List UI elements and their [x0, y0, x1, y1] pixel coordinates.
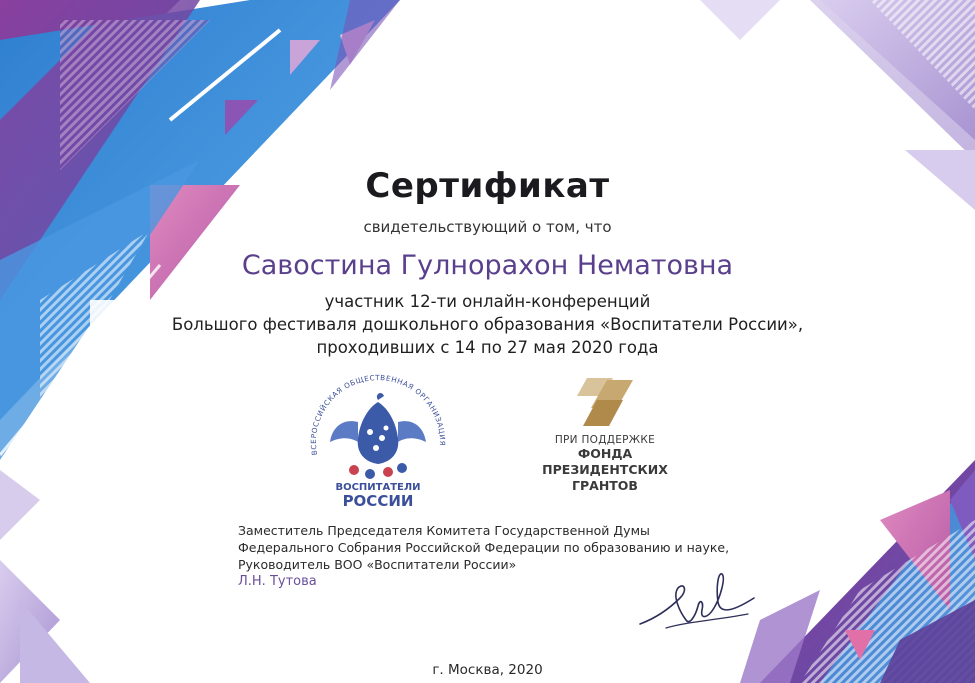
body-line: Большого фестиваля дошкольного образования «Воспитатели России»,: [171, 315, 804, 334]
position-line: Федерального Собрания Российской Федерации по образованию и науке,: [238, 540, 730, 555]
grants-line1: ПРИ ПОДДЕРЖКЕ: [554, 434, 656, 446]
body-line: проходивших с 14 по 27 мая 2020 года: [316, 338, 659, 357]
certificate-body: [130, 290, 845, 359]
vospitateli-rossii-logo: [298, 372, 458, 512]
logo-line2: РОССИИ: [342, 492, 414, 510]
logo-arc-text: ВСЕРОССИЙСКАЯ ОБЩЕСТВЕННАЯ ОРГАНИЗАЦИЯ: [308, 373, 448, 456]
logo-line1: ВОСПИТАТЕЛИ: [335, 482, 421, 493]
certificate-subtitle: свидетельствующий о том, что: [363, 218, 612, 236]
body-line: участник 12-ти онлайн-конференций: [324, 292, 651, 311]
signatory-position: [238, 522, 798, 573]
bird-icon: [330, 393, 426, 479]
position-line: Заместитель Председателя Комитета Государственной Думы: [238, 523, 650, 538]
position-line: Руководитель ВОО «Воспитатели России»: [238, 557, 517, 572]
city-year: г. Москва, 2020: [432, 662, 543, 678]
presidential-grants-logo-icon: [573, 378, 637, 430]
grants-line2: ФОНДА: [577, 446, 633, 461]
handwritten-signature: [636, 568, 756, 638]
grants-line3: ПРЕЗИДЕНТСКИХ: [542, 462, 668, 477]
signatory-name: Л.Н. Тутова: [238, 574, 317, 589]
presidential-grants-logo-text: [520, 434, 690, 494]
recipient-name: Савостина Гулнорахон Нематовна: [241, 250, 734, 281]
certificate-title: Сертификат: [365, 166, 610, 206]
grants-line4: ГРАНТОВ: [572, 478, 638, 493]
